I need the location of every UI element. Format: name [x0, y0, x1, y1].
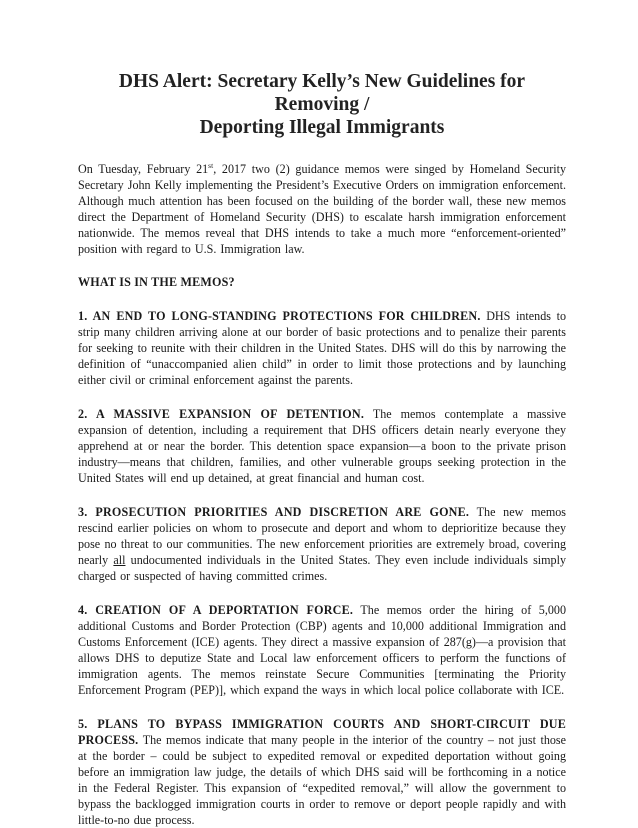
memo-item-4-body: The memos order the hiring of 5,000 additional Customs and Border Protection (CBP) agents and 10,000 additional Immigration and Customs Enforcement (ICE) agents. They direct a massive expansion of 287(g)—a provision that allows DHS to deputize State and Local law enforcement officers to perform the functions of immigration agents. The memos reinstate Secure Communities [terminating the Priority Enforcement Program (PEP)], which expand the ways in which local police collaborate with ICE.: [78, 603, 566, 697]
memo-item-1-lead: 1. AN END TO LONG-STANDING PROTECTIONS FOR CHILDREN.: [78, 309, 481, 323]
section-heading: WHAT IS IN THE MEMOS?: [78, 275, 235, 289]
memo-item-4: [78, 602, 566, 698]
intro-text-rest: , 2017 two (2) guidance memos were singed by Homeland Security Secretary John Kelly implementing the President’s Executive Orders on immigration enforcement. Although much attention has been focused on the building of the border wall, these new memos direct the Department of Homeland Security (DHS) to escalate harsh immigration enforcement nationwide. The memos reveal that DHS intends to take a much more “enforcement-oriented” position with regard to U.S. Immigration law.: [78, 162, 566, 256]
memo-item-4-lead: 4. CREATION OF A DEPORTATION FORCE.: [78, 603, 354, 617]
memo-item-1-body: DHS intends to strip many children arriving alone at our border of basic protections and to penalize their parents for seeking to reunite with their children in the United States. DHS will do this by narrowing the definition of “unaccompanied alien child” in order to limit those protections and by launching either civil or criminal enforcement against the parents.: [78, 309, 566, 387]
memo-item-2-lead: 2. A MASSIVE EXPANSION OF DETENTION.: [78, 407, 365, 421]
memo-item-5-body: The memos indicate that many people in the interior of the country – not just those at the border – could be subject to expedited removal or expedited deportation without going before an immigration law judge, the details of which DHS said will be forthcoming in a notice in the Federal Register. This expansion of “expedited removal,” will allow the government to bypass the backlogged immigration courts in order to remove or deport people rapidly and with little-to-no due process.: [78, 733, 566, 827]
memo-item-1: [78, 308, 566, 388]
title-line-2: Deporting Illegal Immigrants: [199, 117, 445, 138]
memo-item-5-lead: 5. PLANS TO BYPASS IMMIGRATION COURTS AND SHORT-CIRCUIT DUE PROCESS.: [78, 717, 566, 747]
intro-superscript: st: [208, 160, 214, 170]
intro-paragraph: [78, 161, 566, 257]
memo-item-2-body: The memos contemplate a massive expansion of detention, including a requirement that DHS officers detain nearly everyone they apprehend at or near the border. This detention space expansion—a boon to the private prison industry—means that children, families, and other vulnerable groups seeking protection in the United States will end up detained, at great financial and human cost.: [78, 407, 566, 485]
memo-item-3-body-start: The new memos rescind earlier policies on whom to prosecute and deport and whom to deprioritize because they pose no threat to our communities. The new enforcement priorities are extremely broad, covering nearly: [78, 505, 567, 567]
memo-item-3-body-end: undocumented individuals in the United States. They even include individuals simply charged or suspected of having committed crimes.: [78, 553, 566, 583]
memo-item-5: [78, 716, 566, 828]
intro-text-start: On Tuesday, February 21: [78, 162, 209, 176]
memo-item-3-underlined-word: all: [113, 553, 126, 567]
memo-item-3-lead: 3. PROSECUTION PRIORITIES AND DISCRETION ARE GONE.: [78, 505, 470, 519]
memo-item-2: [78, 406, 566, 486]
title-line-1: DHS Alert: Secretary Kelly’s New Guidelines for Removing /: [118, 71, 526, 115]
document-title: [78, 70, 566, 139]
memo-item-3: [78, 504, 566, 584]
